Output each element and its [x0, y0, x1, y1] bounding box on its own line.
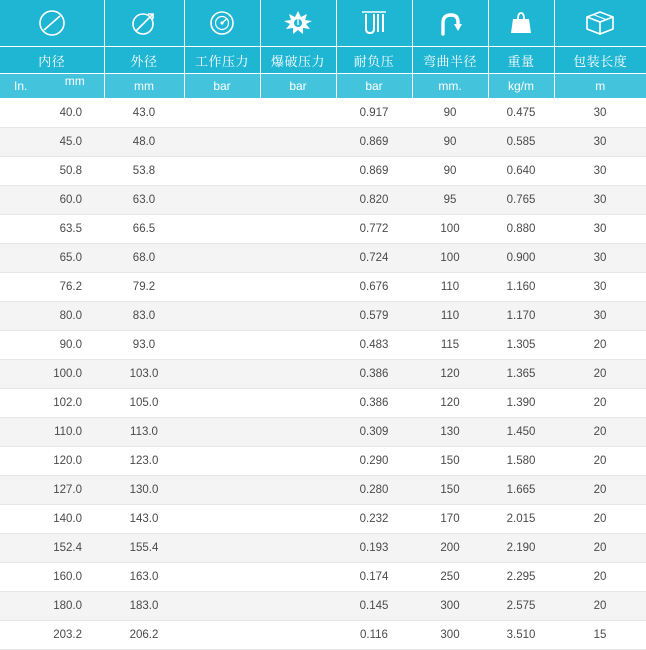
cell-vacuum: 0.174 — [336, 563, 412, 592]
cell-vacuum: 0.917 — [336, 99, 412, 128]
cell-burst — [260, 215, 336, 244]
cell-inner: 180.0 — [0, 592, 104, 621]
cell-weight: 0.765 — [488, 186, 554, 215]
package-length-icon — [555, 0, 646, 46]
header-label-weight: 重量 — [488, 47, 554, 74]
cell-weight: 1.160 — [488, 273, 554, 302]
header-cell-inner-diameter — [0, 0, 104, 47]
cell-bend: 115 — [412, 331, 488, 360]
cell-length: 20 — [554, 563, 646, 592]
table-row — [0, 273, 646, 302]
cell-bend: 100 — [412, 244, 488, 273]
table-row — [0, 621, 646, 650]
cell-bend: 150 — [412, 476, 488, 505]
header-unit-bend-radius: mm. — [412, 74, 488, 99]
cell-length: 30 — [554, 186, 646, 215]
cell-inner: 40.0 — [0, 99, 104, 128]
cell-burst — [260, 418, 336, 447]
cell-vacuum: 0.232 — [336, 505, 412, 534]
cell-vacuum: 0.483 — [336, 331, 412, 360]
cell-outer: 43.0 — [104, 99, 184, 128]
header-label-outer-diameter: 外径 — [104, 47, 184, 74]
cell-working — [184, 99, 260, 128]
cell-burst — [260, 389, 336, 418]
cell-working — [184, 331, 260, 360]
header-icon-row — [0, 0, 646, 47]
cell-burst — [260, 244, 336, 273]
cell-vacuum: 0.724 — [336, 244, 412, 273]
cell-bend: 120 — [412, 389, 488, 418]
table-row — [0, 186, 646, 215]
cell-working — [184, 476, 260, 505]
cell-outer: 113.0 — [104, 418, 184, 447]
cell-length: 20 — [554, 331, 646, 360]
table-row — [0, 302, 646, 331]
cell-vacuum: 0.869 — [336, 128, 412, 157]
cell-burst — [260, 360, 336, 389]
cell-working — [184, 215, 260, 244]
cell-bend: 200 — [412, 534, 488, 563]
cell-inner: 90.0 — [0, 331, 104, 360]
table-row — [0, 331, 646, 360]
header-unit-burst-pressure: bar — [260, 74, 336, 99]
cell-inner: 63.5 — [0, 215, 104, 244]
cell-inner: 140.0 — [0, 505, 104, 534]
cell-burst — [260, 534, 336, 563]
cell-working — [184, 273, 260, 302]
header-label-package-length: 包装长度 — [554, 47, 646, 74]
cell-outer: 63.0 — [104, 186, 184, 215]
cell-bend: 150 — [412, 447, 488, 476]
cell-inner: 102.0 — [0, 389, 104, 418]
header-label-bend-radius: 弯曲半径 — [412, 47, 488, 74]
cell-inner: 152.4 — [0, 534, 104, 563]
cell-working — [184, 418, 260, 447]
vacuum-icon — [337, 0, 412, 46]
cell-length: 20 — [554, 418, 646, 447]
header-unit-inner-diameter-mm: mm — [0, 74, 104, 88]
cell-vacuum: 0.309 — [336, 418, 412, 447]
table-row — [0, 534, 646, 563]
cell-weight: 0.585 — [488, 128, 554, 157]
cell-inner: 203.2 — [0, 621, 104, 650]
cell-inner: 76.2 — [0, 273, 104, 302]
cell-bend: 120 — [412, 360, 488, 389]
cell-bend: 130 — [412, 418, 488, 447]
cell-weight: 1.390 — [488, 389, 554, 418]
cell-inner: 110.0 — [0, 418, 104, 447]
cell-burst — [260, 447, 336, 476]
cell-length: 20 — [554, 360, 646, 389]
cell-inner: 60.0 — [0, 186, 104, 215]
table-row — [0, 128, 646, 157]
cell-vacuum: 0.290 — [336, 447, 412, 476]
header-cell-weight — [488, 0, 554, 47]
cell-burst — [260, 621, 336, 650]
cell-bend: 100 — [412, 215, 488, 244]
table-row — [0, 476, 646, 505]
cell-weight: 0.880 — [488, 215, 554, 244]
cell-vacuum: 0.386 — [336, 389, 412, 418]
cell-outer: 66.5 — [104, 215, 184, 244]
cell-inner: 100.0 — [0, 360, 104, 389]
cell-outer: 143.0 — [104, 505, 184, 534]
cell-vacuum: 0.772 — [336, 215, 412, 244]
cell-vacuum: 0.193 — [336, 534, 412, 563]
header-unit-inner-diameter-in: In. — [14, 79, 27, 93]
cell-weight: 1.450 — [488, 418, 554, 447]
cell-working — [184, 157, 260, 186]
cell-vacuum: 0.869 — [336, 157, 412, 186]
table-row — [0, 505, 646, 534]
bend-radius-icon — [413, 0, 488, 46]
cell-length: 30 — [554, 244, 646, 273]
cell-bend: 90 — [412, 99, 488, 128]
cell-working — [184, 563, 260, 592]
cell-length: 20 — [554, 447, 646, 476]
table-row — [0, 360, 646, 389]
cell-weight: 1.170 — [488, 302, 554, 331]
cell-working — [184, 534, 260, 563]
table-row — [0, 215, 646, 244]
cell-weight: 3.510 — [488, 621, 554, 650]
cell-working — [184, 447, 260, 476]
cell-weight: 1.305 — [488, 331, 554, 360]
cell-length: 30 — [554, 99, 646, 128]
cell-length: 20 — [554, 505, 646, 534]
cell-length: 20 — [554, 592, 646, 621]
cell-outer: 83.0 — [104, 302, 184, 331]
cell-burst — [260, 273, 336, 302]
header-cell-working-pressure — [184, 0, 260, 47]
table-row — [0, 389, 646, 418]
cell-working — [184, 621, 260, 650]
cell-working — [184, 302, 260, 331]
header-cell-bend-radius — [412, 0, 488, 47]
header-cell-burst-pressure — [260, 0, 336, 47]
header-label-inner-diameter: 内径 — [0, 47, 104, 74]
burst-pressure-icon — [261, 0, 336, 46]
cell-inner: 45.0 — [0, 128, 104, 157]
table-row — [0, 99, 646, 128]
cell-length: 30 — [554, 273, 646, 302]
cell-weight: 2.190 — [488, 534, 554, 563]
cell-bend: 90 — [412, 128, 488, 157]
cell-bend: 250 — [412, 563, 488, 592]
cell-length: 20 — [554, 389, 646, 418]
header-unit-outer-diameter: mm — [104, 74, 184, 99]
cell-burst — [260, 128, 336, 157]
cell-outer: 155.4 — [104, 534, 184, 563]
cell-weight: 0.475 — [488, 99, 554, 128]
cell-outer: 68.0 — [104, 244, 184, 273]
cell-outer: 79.2 — [104, 273, 184, 302]
cell-bend: 300 — [412, 621, 488, 650]
header-cell-outer-diameter — [104, 0, 184, 47]
cell-vacuum: 0.820 — [336, 186, 412, 215]
table-row — [0, 563, 646, 592]
table-row — [0, 244, 646, 273]
cell-weight: 0.640 — [488, 157, 554, 186]
cell-working — [184, 505, 260, 534]
cell-inner: 160.0 — [0, 563, 104, 592]
cell-inner: 65.0 — [0, 244, 104, 273]
cell-length: 20 — [554, 534, 646, 563]
cell-vacuum: 0.676 — [336, 273, 412, 302]
cell-length: 15 — [554, 621, 646, 650]
cell-working — [184, 592, 260, 621]
cell-bend: 170 — [412, 505, 488, 534]
cell-weight: 0.900 — [488, 244, 554, 273]
cell-length: 30 — [554, 215, 646, 244]
header-unit-row — [0, 74, 646, 99]
cell-outer: 93.0 — [104, 331, 184, 360]
cell-burst — [260, 563, 336, 592]
cell-outer: 105.0 — [104, 389, 184, 418]
cell-working — [184, 389, 260, 418]
table-row — [0, 157, 646, 186]
cell-vacuum: 0.386 — [336, 360, 412, 389]
table-row — [0, 592, 646, 621]
header-unit-inner-diameter-prefix — [0, 74, 104, 99]
cell-burst — [260, 99, 336, 128]
cell-vacuum: 0.280 — [336, 476, 412, 505]
header-label-vacuum: 耐负压 — [336, 47, 412, 74]
header-unit-weight: kg/m — [488, 74, 554, 99]
cell-working — [184, 186, 260, 215]
cell-weight: 2.575 — [488, 592, 554, 621]
cell-inner: 120.0 — [0, 447, 104, 476]
cell-burst — [260, 476, 336, 505]
cell-vacuum: 0.116 — [336, 621, 412, 650]
cell-outer: 53.8 — [104, 157, 184, 186]
cell-weight: 1.665 — [488, 476, 554, 505]
cell-working — [184, 360, 260, 389]
header-unit-package-length: m — [554, 74, 646, 99]
cell-working — [184, 244, 260, 273]
cell-bend: 300 — [412, 592, 488, 621]
cell-burst — [260, 186, 336, 215]
cell-bend: 95 — [412, 186, 488, 215]
cell-burst — [260, 302, 336, 331]
cell-outer: 130.0 — [104, 476, 184, 505]
cell-outer: 103.0 — [104, 360, 184, 389]
cell-outer: 206.2 — [104, 621, 184, 650]
cell-inner: 80.0 — [0, 302, 104, 331]
cell-outer: 183.0 — [104, 592, 184, 621]
cell-bend: 110 — [412, 302, 488, 331]
header-label-burst-pressure: 爆破压力 — [260, 47, 336, 74]
pressure-gauge-icon — [185, 0, 260, 46]
cell-vacuum: 0.145 — [336, 592, 412, 621]
cell-weight: 2.295 — [488, 563, 554, 592]
cell-outer: 48.0 — [104, 128, 184, 157]
cell-outer: 163.0 — [104, 563, 184, 592]
header-unit-working-pressure: bar — [184, 74, 260, 99]
cell-weight: 1.580 — [488, 447, 554, 476]
cell-length: 30 — [554, 128, 646, 157]
table-row — [0, 447, 646, 476]
outer-diameter-icon — [105, 0, 184, 46]
cell-burst — [260, 331, 336, 360]
cell-length: 30 — [554, 157, 646, 186]
cell-vacuum: 0.579 — [336, 302, 412, 331]
cell-length: 30 — [554, 302, 646, 331]
cell-burst — [260, 592, 336, 621]
cell-outer: 123.0 — [104, 447, 184, 476]
cell-inner: 127.0 — [0, 476, 104, 505]
cell-working — [184, 128, 260, 157]
inner-diameter-icon — [0, 0, 104, 46]
cell-inner: 50.8 — [0, 157, 104, 186]
cell-weight: 2.015 — [488, 505, 554, 534]
cell-weight: 1.365 — [488, 360, 554, 389]
header-cell-package-length — [554, 0, 646, 47]
cell-burst — [260, 505, 336, 534]
cell-bend: 90 — [412, 157, 488, 186]
table-row — [0, 418, 646, 447]
cell-bend: 110 — [412, 273, 488, 302]
weight-icon — [489, 0, 554, 46]
cell-length: 20 — [554, 476, 646, 505]
header-cell-vacuum — [336, 0, 412, 47]
cell-burst — [260, 157, 336, 186]
header-unit-vacuum: bar — [336, 74, 412, 99]
header-label-row — [0, 47, 646, 74]
header-label-working-pressure: 工作压力 — [184, 47, 260, 74]
